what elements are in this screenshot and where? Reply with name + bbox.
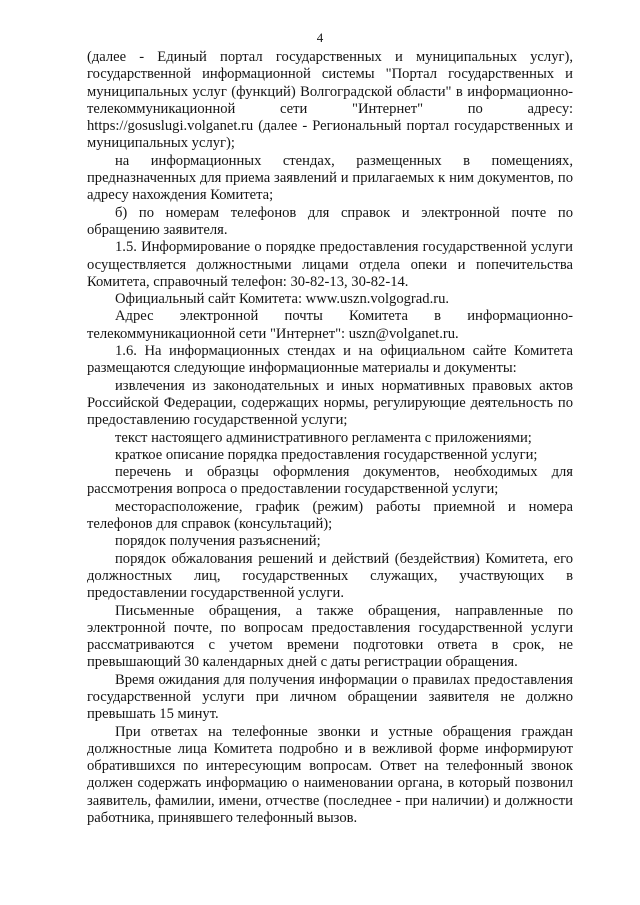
paragraph: б) по номерам телефонов для справок и электронной почте по обращению заявителя. xyxy=(87,204,573,238)
paragraph: краткое описание порядка предоставления государственной услуги; xyxy=(115,446,538,463)
paragraph: Письменные обращения, а также обращения, направленные по электронной почте, по вопросам предоставления государственной услуги рассматриваются с учетом времени подготовки ответа в срок, не превышающий 30 календарных дней с даты регистрации обращения. xyxy=(87,602,573,671)
page-number: 4 xyxy=(316,30,324,45)
paragraph: месторасположение, график (режим) работы приемной и номера телефонов для справок (консультаций); xyxy=(87,498,573,533)
paragraph: (далее - Единый портал государственных и муниципальных услуг), государственной информационной системы "Портал государственных и муниципальных услуг (функций) Волгоградской области" в информационно-телекоммуникационной сети "Интернет" по адресу: https://gosuslugi.volganet.ru (далее - Региональный портал государственных и муниципальных услуг); xyxy=(87,49,573,152)
document-body xyxy=(87,49,573,827)
paragraph: Адрес электронной почты Комитета в информационно-телекоммуникационной сети "Интернет": uszn@volganet.ru. xyxy=(87,308,573,342)
paragraph: порядок обжалования решений и действий (бездействия) Комитета, его должностных лиц, государственных служащих, участвующих в предоставлении государственной услуги. xyxy=(87,550,573,602)
paragraph: При ответах на телефонные звонки и устные обращения граждан должностные лица Комитета подробно и в вежливой форме информируют обратившихся по интересующим вопросам. Ответ на телефонный звонок должен содержать информацию о наименовании органа, в который позвонил заявитель, фамилии, имени, отчестве (последнее - при наличии) и должности работника, принявшего телефонный вызов. xyxy=(87,723,573,827)
paragraph: 1.6. На информационных стендах и на официальном сайте Комитета размещаются следующие информационные материалы и документы: xyxy=(87,343,573,377)
paragraph: порядок получения разъяснений; xyxy=(115,533,321,550)
paragraph: извлечения из законодательных и иных нормативных правовых актов Российской Федерации, содержащих нормы, регулирующие деятельность по предоставлению государственной услуги; xyxy=(87,377,573,429)
paragraph: перечень и образцы оформления документов, необходимых для рассмотрения вопроса о предоставлении государственной услуги; xyxy=(87,464,573,498)
paragraph: на информационных стендах, размещенных в помещениях, предназначенных для приема заявлений и прилагаемых к ним документов, по адресу нахождения Комитета; xyxy=(87,152,573,204)
paragraph: текст настоящего административного регламента с приложениями; xyxy=(115,429,532,446)
paragraph: 1.5. Информирование о порядке предоставления государственной услуги осуществляется должностными лицами отдела опеки и попечительства Комитета, справочный телефон: 30-82-13, 30-82-14. xyxy=(87,239,573,290)
paragraph: Время ожидания для получения информации о правилах предоставления государственной услуги при личном обращении заявителя не должно превышать 15 минут. xyxy=(87,671,573,723)
paragraph: Официальный сайт Комитета: www.uszn.volgograd.ru. xyxy=(115,291,450,308)
